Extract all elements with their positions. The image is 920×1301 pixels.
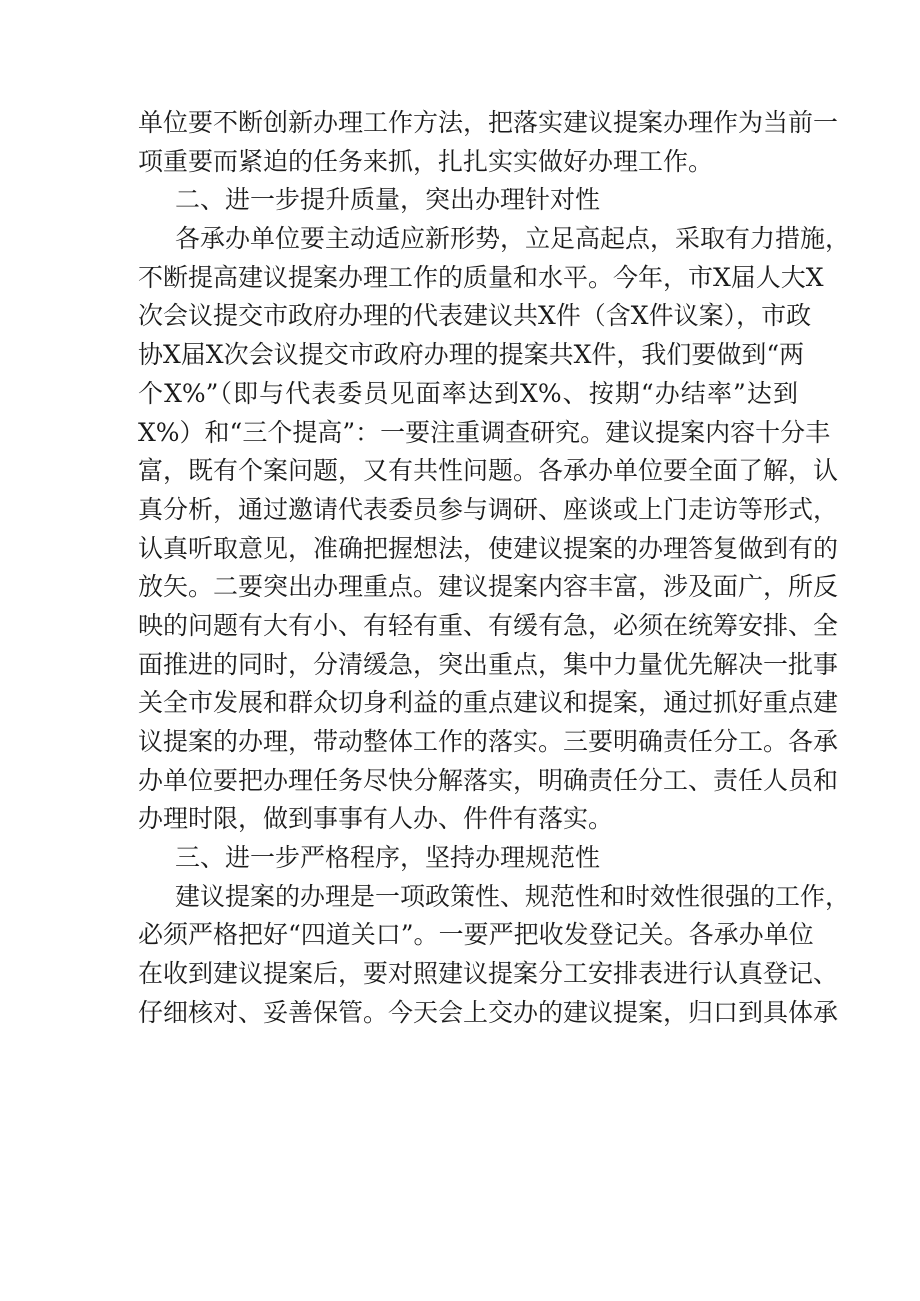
- text-line: 协X届X次会议提交市政府办理的提案共X件，我们要做到“两: [138, 340, 805, 370]
- text-line: 次会议提交市政府办理的代表建议共X件（含X件议案），市政: [138, 301, 812, 331]
- text-line: 不断提高建议提案办理工作的质量和水平。今年，市X届人大X: [138, 262, 824, 292]
- section-heading: 二、进一步提升质量，突出办理针对性: [175, 185, 601, 215]
- text-line: 议提案的办理，带动整体工作的落实。三要明确责任分工。各承: [138, 727, 839, 756]
- text-line: 项重要而紧迫的任务来抓，扎扎实实做好办理工作。: [138, 146, 714, 176]
- text-line: 关全市发展和群众切身利益的重点建议和提案，通过抓好重点建: [138, 688, 839, 718]
- text-line: 建议提案的办理是一项政策性、规范性和时效性很强的工作，: [175, 881, 851, 911]
- text-line: 各承办单位要主动适应新形势，立足高起点，采取有力措施，: [175, 224, 851, 254]
- text-line: 办理时限，做到事事有人办、件件有落实。: [138, 804, 614, 834]
- text-line: X%）和“三个提高”：一要注重调查研究。建议提案内容十分丰: [138, 417, 831, 447]
- text-line: 单位要不断创新办理工作方法，把落实建议提案办理作为当前一: [138, 108, 839, 137]
- text-line: 必须严格把好“四道关口”。一要严把收发登记关。各承办单位: [138, 920, 814, 950]
- text-line: 真分析，通过邀请代表委员参与调研、座谈或上门走访等形式，: [138, 494, 839, 524]
- text-line: 办单位要把办理任务尽快分解落实，明确责任分工、责任人员和: [138, 765, 839, 795]
- text-line: 放矢。二要突出办理重点。建议提案内容丰富，涉及面广，所反: [138, 572, 839, 602]
- body-text: [138, 104, 851, 1033]
- text-line: 仔细核对、妥善保管。今天会上交办的建议提案，归口到具体承: [138, 997, 839, 1027]
- text-line: 在收到建议提案后，要对照建议提案分工安排表进行认真登记、: [138, 959, 839, 989]
- text-line: 个X%”（即与代表委员见面率达到X%、按期“办结率”达到: [138, 378, 798, 408]
- text-line: 面推进的同时，分清缓急，突出重点，集中力量优先解决一批事: [138, 649, 839, 679]
- text-line: 富，既有个案问题，又有共性问题。各承办单位要全面了解，认: [138, 456, 839, 486]
- text-line: 认真听取意见，准确把握想法，使建议提案的办理答复做到有的: [138, 533, 839, 563]
- text-line: 映的问题有大有小、有轻有重、有缓有急，必须在统筹安排、全: [138, 610, 839, 640]
- section-heading: 三、进一步严格程序，坚持办理规范性: [175, 843, 601, 873]
